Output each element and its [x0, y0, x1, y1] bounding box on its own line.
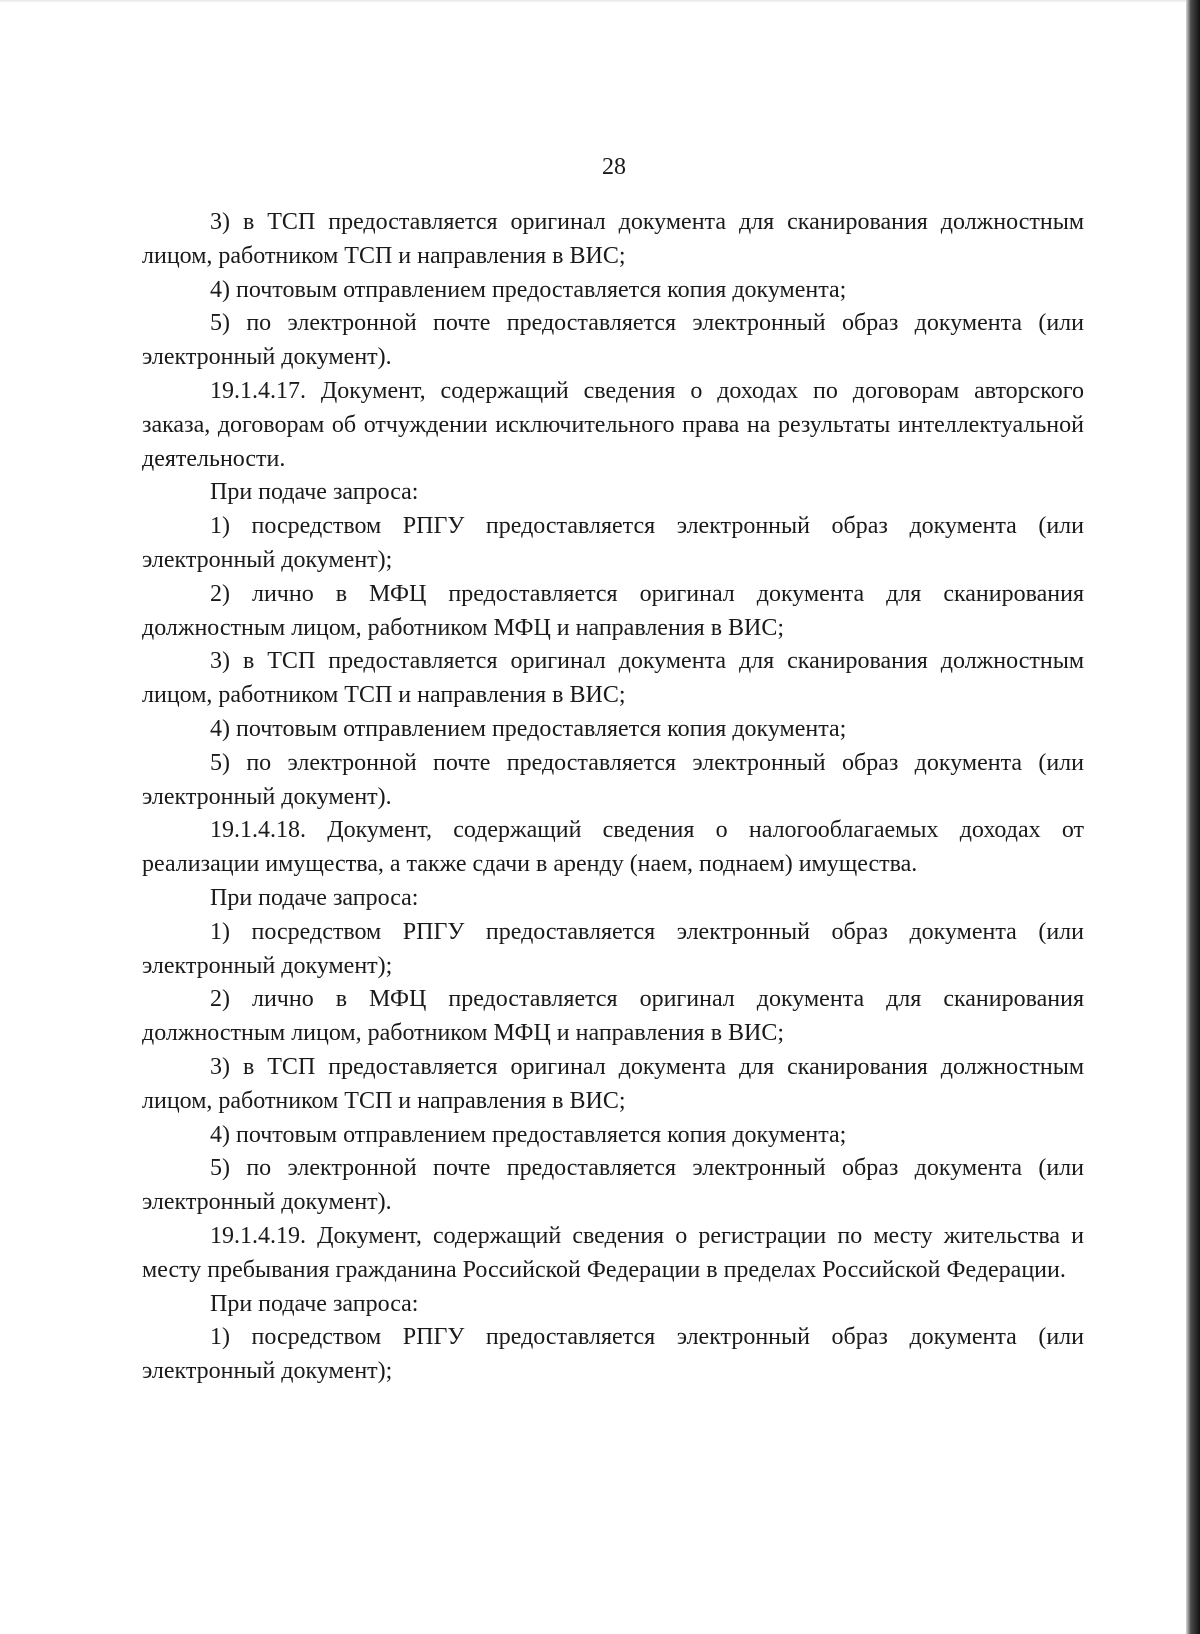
paragraph-item-2-mfc: 2) лично в МФЦ предоставляется оригинал документа для сканирования должностным лицом, работником МФЦ и направления в ВИС;: [142, 580, 1084, 641]
paragraph-request-intro: При подаче запроса:: [210, 1290, 419, 1317]
paragraph-section-19-1-4-19: 19.1.4.19. Документ, содержащий сведения о регистрации по месту жительства и месту пребывания гражданина Российской Федерации в пределах Российской Федерации.: [142, 1222, 1084, 1283]
paragraph-section-19-1-4-18: 19.1.4.18. Документ, содержащий сведения о налогооблагаемых доходах от реализации имущества, а также сдачи в аренду (наем, поднаем) имущества.: [142, 817, 1084, 878]
paragraph-item-5-email: 5) по электронной почте предоставляется электронный образ документа (или электронный документ).: [142, 749, 1084, 810]
paragraph-item-5-email: 5) по электронной почте предоставляется электронный образ документа (или электронный документ).: [142, 1155, 1084, 1216]
scan-edge-shadow: [1186, 0, 1200, 1634]
paragraph-item-1-rpgu: 1) посредством РПГУ предоставляется электронный образ документа (или электронный документ);: [142, 1324, 1084, 1385]
scan-top-shadow: [0, 0, 1186, 3]
paragraph-item-4-post: 4) почтовым отправлением предоставляется копия документа;: [210, 276, 847, 303]
paragraph-item-4-post: 4) почтовым отправлением предоставляется копия документа;: [210, 715, 847, 742]
paragraph-item-1-rpgu: 1) посредством РПГУ предоставляется электронный образ документа (или электронный документ);: [142, 918, 1084, 979]
document-body: [142, 206, 1084, 1389]
paragraph-request-intro: При подаче запроса:: [210, 884, 419, 911]
paragraph-item-4-post: 4) почтовым отправлением предоставляется копия документа;: [210, 1121, 847, 1148]
paragraph-item-5-email: 5) по электронной почте предоставляется электронный образ документа (или электронный документ).: [142, 310, 1084, 371]
paragraph-request-intro: При подаче запроса:: [210, 479, 419, 506]
paragraph-item-1-rpgu: 1) посредством РПГУ предоставляется электронный образ документа (или электронный документ);: [142, 513, 1084, 573]
page-number: 28: [602, 154, 626, 180]
paragraph-item-3-tsp: 3) в ТСП предоставляется оригинал документа для сканирования должностным лицом, работником ТСП и направления в ВИС;: [142, 1053, 1084, 1114]
paragraph-section-19-1-4-17: 19.1.4.17. Документ, содержащий сведения о доходах по договорам авторского заказа, договорам об отчуждении исключительного права на результаты интеллектуальной деятельности.: [142, 377, 1084, 472]
paragraph-item-2-mfc: 2) лично в МФЦ предоставляется оригинал документа для сканирования должностным лицом, работником МФЦ и направления в ВИС;: [142, 986, 1084, 1047]
paragraph-item-3-tsp: 3) в ТСП предоставляется оригинал документа для сканирования должностным лицом, работником ТСП и направления в ВИС;: [142, 648, 1084, 709]
paragraph-item-3-tsp: 3) в ТСП предоставляется оригинал документа для сканирования должностным лицом, работником ТСП и направления в ВИС;: [142, 209, 1084, 269]
